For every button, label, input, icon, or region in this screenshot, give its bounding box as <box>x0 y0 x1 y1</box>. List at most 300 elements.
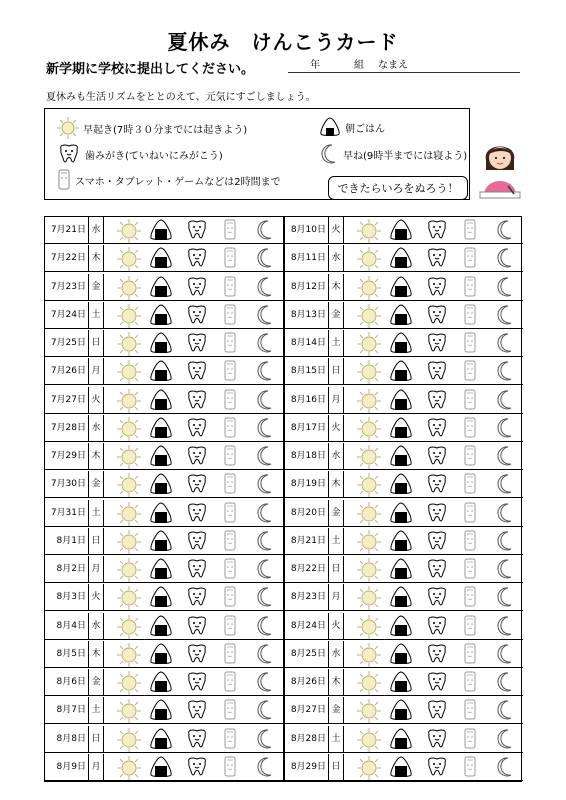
date-cell: 7月21日 <box>45 217 89 243</box>
tooth-icon[interactable] <box>185 756 209 778</box>
smartphone-icon[interactable] <box>463 332 477 354</box>
tooth-icon[interactable] <box>425 699 449 721</box>
tooth-icon[interactable] <box>185 558 209 580</box>
date-cell: 7月27日 <box>45 387 89 413</box>
smartphone-icon[interactable] <box>463 445 477 467</box>
smartphone-icon[interactable] <box>223 473 237 495</box>
sun-icon[interactable] <box>117 643 141 667</box>
moon-icon[interactable] <box>495 332 515 354</box>
moon-icon[interactable] <box>495 671 515 693</box>
table-row <box>45 358 283 385</box>
moon-icon[interactable] <box>495 699 515 721</box>
intro-text: 夏休みも生活リズムをととのえて、元気にすごしましょう。 <box>46 92 316 103</box>
tooth-icon[interactable] <box>185 247 209 269</box>
sun-icon[interactable] <box>117 219 141 243</box>
onigiri-icon[interactable] <box>149 304 173 326</box>
moon-icon[interactable] <box>495 247 515 269</box>
date-cell: 8月21日 <box>285 528 329 554</box>
tooth-icon[interactable] <box>425 502 449 524</box>
moon-icon[interactable] <box>255 558 275 580</box>
table-row <box>285 584 523 611</box>
date-cell: 8月3日 <box>45 584 89 610</box>
onigiri-icon[interactable] <box>149 473 173 495</box>
smartphone-icon[interactable] <box>463 699 477 721</box>
tooth-icon[interactable] <box>185 502 209 524</box>
sun-icon[interactable] <box>117 699 141 723</box>
sun-icon[interactable] <box>357 728 381 752</box>
smartphone-icon[interactable] <box>463 502 477 524</box>
moon-icon[interactable] <box>255 615 275 637</box>
date-cell: 8月25日 <box>285 641 329 667</box>
tooth-icon[interactable] <box>185 643 209 665</box>
moon-icon <box>319 143 339 165</box>
submit-instruction: 新学期に学校に提出してください。 <box>46 62 255 77</box>
weekday-cell: 金 <box>89 274 104 300</box>
table-row <box>45 584 283 611</box>
onigiri-icon[interactable] <box>149 699 173 721</box>
weekday-cell: 月 <box>89 754 104 780</box>
sun-icon[interactable] <box>117 276 141 300</box>
tooth-icon[interactable] <box>185 276 209 298</box>
onigiri-icon[interactable] <box>389 756 413 778</box>
table-row <box>285 415 523 442</box>
weekday-cell: 月 <box>89 358 104 384</box>
weekday-cell: 木 <box>329 274 344 300</box>
moon-icon[interactable] <box>255 304 275 326</box>
sun-icon[interactable] <box>357 247 381 271</box>
weekday-cell: 月 <box>89 556 104 582</box>
sun-icon[interactable] <box>117 247 141 271</box>
sun-icon[interactable] <box>357 389 381 413</box>
smartphone-icon[interactable] <box>463 643 477 665</box>
smartphone-icon[interactable] <box>223 615 237 637</box>
weekday-cell: 水 <box>329 443 344 469</box>
tooth-icon[interactable] <box>425 417 449 439</box>
weekday-cell: 木 <box>329 669 344 695</box>
date-cell: 8月27日 <box>285 697 329 723</box>
girl-illustration <box>478 136 522 202</box>
onigiri-icon[interactable] <box>149 643 173 665</box>
table-row <box>45 274 283 301</box>
date-cell: 8月14日 <box>285 330 329 356</box>
moon-icon[interactable] <box>495 558 515 580</box>
sun-icon[interactable] <box>117 445 141 469</box>
onigiri-icon[interactable] <box>149 756 173 778</box>
moon-icon[interactable] <box>255 586 275 608</box>
table-row <box>45 302 283 329</box>
onigiri-icon[interactable] <box>149 219 173 241</box>
color-in-callout: できたらいろをぬろう！ <box>328 176 468 200</box>
smartphone-icon[interactable] <box>223 643 237 665</box>
sun-icon[interactable] <box>117 586 141 610</box>
weekday-cell: 金 <box>329 500 344 526</box>
smartphone-icon[interactable] <box>223 417 237 439</box>
onigiri-icon[interactable] <box>149 276 173 298</box>
onigiri-icon[interactable] <box>149 558 173 580</box>
tooth-icon[interactable] <box>185 360 209 382</box>
onigiri-icon[interactable] <box>149 332 173 354</box>
moon-icon[interactable] <box>495 445 515 467</box>
onigiri-icon[interactable] <box>389 332 413 354</box>
moon-icon[interactable] <box>495 360 515 382</box>
smartphone-icon[interactable] <box>463 530 477 552</box>
onigiri-icon[interactable] <box>149 615 173 637</box>
smartphone-icon[interactable] <box>463 219 477 241</box>
table-row <box>285 245 523 272</box>
date-cell: 8月7日 <box>45 697 89 723</box>
moon-icon[interactable] <box>495 586 515 608</box>
moon-icon[interactable] <box>495 304 515 326</box>
tooth-icon[interactable] <box>425 389 449 411</box>
weekday-cell: 土 <box>89 500 104 526</box>
smartphone-icon[interactable] <box>223 332 237 354</box>
onigiri-icon <box>319 117 341 137</box>
moon-icon[interactable] <box>495 530 515 552</box>
tooth-icon[interactable] <box>185 671 209 693</box>
smartphone-icon[interactable] <box>463 247 477 269</box>
onigiri-icon[interactable] <box>389 445 413 467</box>
smartphone-icon[interactable] <box>223 756 237 778</box>
table-row <box>45 443 283 470</box>
smartphone-icon[interactable] <box>223 219 237 241</box>
moon-icon[interactable] <box>495 417 515 439</box>
date-cell: 8月29日 <box>285 754 329 780</box>
smartphone-icon[interactable] <box>463 473 477 495</box>
tooth-icon[interactable] <box>425 219 449 241</box>
tooth-icon[interactable] <box>185 445 209 467</box>
class-label: 組 <box>354 60 364 71</box>
smartphone-icon[interactable] <box>223 671 237 693</box>
table-row <box>45 556 283 583</box>
legend-screen <box>57 169 281 191</box>
tooth-icon[interactable] <box>185 389 209 411</box>
date-cell: 7月25日 <box>45 330 89 356</box>
onigiri-icon[interactable] <box>389 276 413 298</box>
tooth-icon[interactable] <box>185 586 209 608</box>
date-cell: 8月5日 <box>45 641 89 667</box>
smartphone-icon[interactable] <box>223 276 237 298</box>
onigiri-icon[interactable] <box>389 586 413 608</box>
date-cell: 8月10日 <box>285 217 329 243</box>
legend-brush-label: 歯みがき(ていねいにみがこう) <box>85 150 223 162</box>
date-cell: 7月22日 <box>45 245 89 271</box>
date-cell: 8月18日 <box>285 443 329 469</box>
smartphone-icon[interactable] <box>463 671 477 693</box>
page-title: 夏休み けんこうカード <box>167 30 399 54</box>
tooth-icon[interactable] <box>185 417 209 439</box>
sun-icon[interactable] <box>117 417 141 441</box>
weekday-cell: 月 <box>329 387 344 413</box>
onigiri-icon[interactable] <box>389 389 413 411</box>
sun-icon[interactable] <box>117 332 141 356</box>
moon-icon[interactable] <box>495 615 515 637</box>
sun-icon[interactable] <box>357 756 381 780</box>
smartphone-icon[interactable] <box>223 304 237 326</box>
moon-icon[interactable] <box>255 219 275 241</box>
table-row <box>45 669 283 696</box>
moon-icon[interactable] <box>255 417 275 439</box>
onigiri-icon[interactable] <box>149 586 173 608</box>
onigiri-icon[interactable] <box>389 615 413 637</box>
tooth-icon[interactable] <box>185 219 209 241</box>
date-cell: 7月30日 <box>45 471 89 497</box>
moon-icon[interactable] <box>495 502 515 524</box>
moon-icon[interactable] <box>255 247 275 269</box>
weekday-cell: 金 <box>89 669 104 695</box>
sun-icon[interactable] <box>117 304 141 328</box>
smartphone-icon[interactable] <box>223 586 237 608</box>
sun-icon[interactable] <box>117 530 141 554</box>
sun-icon[interactable] <box>357 558 381 582</box>
onigiri-icon[interactable] <box>149 389 173 411</box>
weekday-cell: 月 <box>329 584 344 610</box>
sun-icon[interactable] <box>357 360 381 384</box>
moon-icon[interactable] <box>255 699 275 721</box>
table-row <box>45 641 283 668</box>
smartphone-icon[interactable] <box>223 445 237 467</box>
tooth-icon[interactable] <box>425 756 449 778</box>
onigiri-icon[interactable] <box>389 219 413 241</box>
tooth-icon[interactable] <box>425 671 449 693</box>
table-row <box>285 330 523 357</box>
tooth-icon[interactable] <box>425 247 449 269</box>
smartphone-icon[interactable] <box>463 304 477 326</box>
sun-icon[interactable] <box>357 219 381 243</box>
moon-icon[interactable] <box>255 530 275 552</box>
weekday-cell: 土 <box>329 330 344 356</box>
date-cell: 7月24日 <box>45 302 89 328</box>
onigiri-icon[interactable] <box>389 473 413 495</box>
tooth-icon[interactable] <box>185 615 209 637</box>
smartphone-icon[interactable] <box>223 502 237 524</box>
tooth-icon[interactable] <box>425 728 449 750</box>
sun-icon[interactable] <box>117 502 141 526</box>
moon-icon[interactable] <box>495 473 515 495</box>
smartphone-icon[interactable] <box>463 558 477 580</box>
sun-icon[interactable] <box>357 304 381 328</box>
sun-icon[interactable] <box>357 502 381 526</box>
moon-icon[interactable] <box>495 643 515 665</box>
sun-icon[interactable] <box>357 473 381 497</box>
smartphone-icon[interactable] <box>463 389 477 411</box>
date-cell: 8月23日 <box>285 584 329 610</box>
legend-early-sleep <box>319 143 467 165</box>
weekday-cell: 木 <box>89 641 104 667</box>
onigiri-icon[interactable] <box>149 671 173 693</box>
date-cell: 8月2日 <box>45 556 89 582</box>
legend-early-rise <box>57 117 247 139</box>
weekday-cell: 金 <box>89 471 104 497</box>
smartphone-icon[interactable] <box>223 360 237 382</box>
smartphone-icon[interactable] <box>463 728 477 750</box>
smartphone-icon[interactable] <box>463 756 477 778</box>
tooth-icon[interactable] <box>425 276 449 298</box>
sun-icon[interactable] <box>117 558 141 582</box>
sun-icon[interactable] <box>117 615 141 639</box>
date-cell: 8月9日 <box>45 754 89 780</box>
smartphone-icon[interactable] <box>463 417 477 439</box>
moon-icon[interactable] <box>255 332 275 354</box>
date-cell: 7月26日 <box>45 358 89 384</box>
moon-icon[interactable] <box>255 756 275 778</box>
date-cell: 8月16日 <box>285 387 329 413</box>
smartphone-icon[interactable] <box>463 360 477 382</box>
checklist-table <box>44 216 522 782</box>
sun-icon[interactable] <box>117 671 141 695</box>
moon-icon[interactable] <box>255 728 275 750</box>
tooth-icon[interactable] <box>425 615 449 637</box>
smartphone-icon[interactable] <box>463 586 477 608</box>
sun-icon[interactable] <box>117 756 141 780</box>
smartphone-icon[interactable] <box>223 247 237 269</box>
weekday-cell: 火 <box>89 387 104 413</box>
tooth-icon[interactable] <box>425 473 449 495</box>
onigiri-icon[interactable] <box>149 360 173 382</box>
onigiri-icon[interactable] <box>149 530 173 552</box>
smartphone-icon[interactable] <box>223 389 237 411</box>
onigiri-icon[interactable] <box>149 417 173 439</box>
right-column <box>285 217 523 781</box>
table-row <box>285 217 523 244</box>
table-row <box>285 387 523 414</box>
onigiri-icon[interactable] <box>149 445 173 467</box>
onigiri-icon[interactable] <box>389 360 413 382</box>
onigiri-icon[interactable] <box>389 530 413 552</box>
onigiri-icon[interactable] <box>149 502 173 524</box>
date-cell: 7月23日 <box>45 274 89 300</box>
onigiri-icon[interactable] <box>389 699 413 721</box>
sun-icon[interactable] <box>357 671 381 695</box>
weekday-cell: 土 <box>89 302 104 328</box>
moon-icon[interactable] <box>255 473 275 495</box>
sun-icon[interactable] <box>357 643 381 667</box>
smartphone-icon[interactable] <box>223 728 237 750</box>
smartphone-icon[interactable] <box>463 276 477 298</box>
name-field[interactable] <box>288 56 520 73</box>
tooth-icon[interactable] <box>185 530 209 552</box>
sun-icon[interactable] <box>117 360 141 384</box>
smartphone-icon[interactable] <box>463 615 477 637</box>
weekday-cell: 日 <box>329 754 344 780</box>
tooth-icon[interactable] <box>425 530 449 552</box>
name-label: なまえ <box>378 60 408 71</box>
weekday-cell: 金 <box>329 697 344 723</box>
table-row <box>285 443 523 470</box>
table-row <box>45 387 283 414</box>
weekday-cell: 火 <box>89 584 104 610</box>
smartphone-icon[interactable] <box>223 699 237 721</box>
tooth-icon[interactable] <box>425 360 449 382</box>
moon-icon[interactable] <box>495 389 515 411</box>
sun-icon[interactable] <box>357 445 381 469</box>
moon-icon[interactable] <box>255 445 275 467</box>
onigiri-icon[interactable] <box>389 417 413 439</box>
tooth-icon[interactable] <box>185 332 209 354</box>
tooth-icon[interactable] <box>425 586 449 608</box>
tooth-icon[interactable] <box>185 728 209 750</box>
moon-icon[interactable] <box>495 728 515 750</box>
onigiri-icon[interactable] <box>389 502 413 524</box>
tooth-icon[interactable] <box>185 473 209 495</box>
date-cell: 8月22日 <box>285 556 329 582</box>
moon-icon[interactable] <box>255 643 275 665</box>
legend-early-rise-label: 早起き(7時３０分までには起きよう) <box>83 124 248 136</box>
date-cell: 7月29日 <box>45 443 89 469</box>
sun-icon[interactable] <box>117 728 141 752</box>
tooth-icon[interactable] <box>185 699 209 721</box>
sun-icon[interactable] <box>357 417 381 441</box>
tooth-icon[interactable] <box>185 304 209 326</box>
sun-icon[interactable] <box>357 530 381 554</box>
sun-icon[interactable] <box>357 586 381 610</box>
weekday-cell: 水 <box>89 613 104 639</box>
table-row <box>45 245 283 272</box>
sun-icon[interactable] <box>357 276 381 300</box>
onigiri-icon[interactable] <box>389 304 413 326</box>
smartphone-icon[interactable] <box>223 558 237 580</box>
smartphone-icon[interactable] <box>223 530 237 552</box>
tooth-icon[interactable] <box>425 558 449 580</box>
tooth-icon[interactable] <box>425 643 449 665</box>
weekday-cell: 日 <box>89 330 104 356</box>
moon-icon[interactable] <box>255 671 275 693</box>
weekday-cell: 日 <box>329 358 344 384</box>
onigiri-icon[interactable] <box>149 247 173 269</box>
sun-icon[interactable] <box>357 615 381 639</box>
table-row <box>45 471 283 498</box>
tooth-icon[interactable] <box>425 332 449 354</box>
date-cell: 8月13日 <box>285 302 329 328</box>
onigiri-icon[interactable] <box>389 558 413 580</box>
date-cell: 8月28日 <box>285 726 329 752</box>
onigiri-icon[interactable] <box>389 728 413 750</box>
onigiri-icon[interactable] <box>389 643 413 665</box>
onigiri-icon[interactable] <box>149 728 173 750</box>
moon-icon[interactable] <box>255 502 275 524</box>
onigiri-icon[interactable] <box>389 671 413 693</box>
moon-icon[interactable] <box>495 276 515 298</box>
table-row <box>45 500 283 527</box>
date-cell: 8月4日 <box>45 613 89 639</box>
moon-icon[interactable] <box>255 276 275 298</box>
sun-icon[interactable] <box>357 332 381 356</box>
table-row <box>45 217 283 244</box>
moon-icon[interactable] <box>255 360 275 382</box>
sun-icon[interactable] <box>117 473 141 497</box>
legend-breakfast <box>319 117 385 137</box>
weekday-cell: 日 <box>89 528 104 554</box>
tooth-icon[interactable] <box>425 445 449 467</box>
weekday-cell: 日 <box>329 556 344 582</box>
moon-icon[interactable] <box>255 389 275 411</box>
date-cell: 8月1日 <box>45 528 89 554</box>
sun-icon[interactable] <box>357 699 381 723</box>
moon-icon[interactable] <box>495 219 515 241</box>
onigiri-icon[interactable] <box>389 247 413 269</box>
date-cell: 8月11日 <box>285 245 329 271</box>
table-row <box>285 274 523 301</box>
legend-breakfast-label: 朝ごはん <box>345 123 385 135</box>
sun-icon[interactable] <box>117 389 141 413</box>
date-cell: 8月8日 <box>45 726 89 752</box>
weekday-cell: 水 <box>329 245 344 271</box>
date-cell: 7月28日 <box>45 415 89 441</box>
tooth-icon[interactable] <box>425 304 449 326</box>
tooth-icon <box>57 143 81 165</box>
table-row <box>45 613 283 640</box>
weekday-cell: 土 <box>329 528 344 554</box>
moon-icon[interactable] <box>495 756 515 778</box>
